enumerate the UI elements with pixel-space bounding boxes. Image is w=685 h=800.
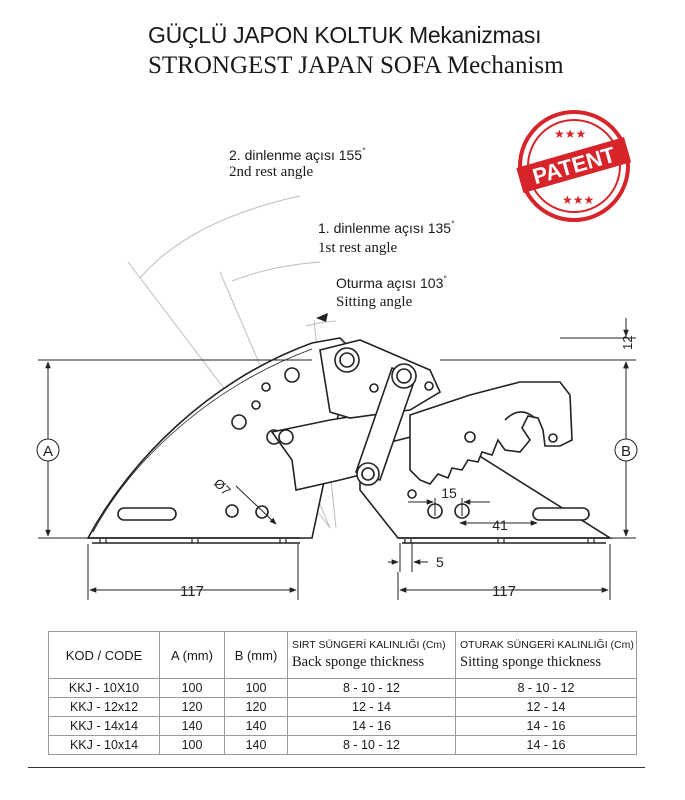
dim-5 [388,543,428,572]
dim-5-label: 5 [436,554,444,570]
dim-a-label: A [42,443,54,460]
bottom-divider [28,767,645,768]
rest2-en-label: 2nd rest angle [229,164,314,180]
rest1-en-label: 1st rest angle [318,240,398,256]
cell-b: 120 [225,698,288,717]
svg-text:★★★: ★★★ [554,127,587,141]
hole-dia-label: Ø7 [210,475,234,499]
col-a: A (mm) [160,632,225,679]
angle-labels [229,146,455,310]
cell-b: 140 [225,717,288,736]
table-row [49,717,637,736]
sit-angle-marker [316,313,328,322]
col-seat-en: Sitting sponge thickness [460,654,601,670]
table-header-row [49,632,637,679]
cell-seat: 12 - 14 [456,698,637,717]
table-row [49,679,637,698]
dim-12-label: 12 [620,335,635,350]
dim-right-width-label: 117 [492,583,516,600]
col-back [288,632,456,679]
cell-a: 100 [160,736,225,755]
dim-b-label: B [620,443,632,460]
title-turkish: GÜÇLÜ JAPON KOLTUK Mekanizması [148,22,542,48]
rest2-tr-label: 2. dinlenme açısı 155° [229,146,366,163]
stamp-text: PATENT [529,141,619,190]
cell-back: 14 - 16 [288,717,456,736]
sit-tr-label: Oturma açısı 103° [336,274,447,291]
patent-stamp [516,108,632,224]
cell-a: 120 [160,698,225,717]
table-row [49,736,637,755]
arc-rest2 [140,196,300,278]
col-seat-tr: OTURAK SÜNGERİ KALINLIĞI (Cm) [460,639,634,651]
col-back-en: Back sponge thickness [292,654,425,670]
sit-en-label: Sitting angle [336,294,413,310]
cell-back: 12 - 14 [288,698,456,717]
cell-back: 8 - 10 - 12 [288,679,456,698]
col-seat [456,632,637,679]
cell-back: 8 - 10 - 12 [288,736,456,755]
arc-rest1 [232,262,320,281]
col-code: KOD / CODE [49,632,160,679]
cell-code: KKJ - 10X10 [49,679,160,698]
cell-code: KKJ - 10x14 [49,736,160,755]
title-english: STRONGEST JAPAN SOFA Mechanism [148,52,564,79]
left-slot [118,508,176,520]
cell-seat: 14 - 16 [456,717,637,736]
rest1-tr-label: 1. dinlenme açısı 135° [318,219,455,236]
spec-table [48,631,637,755]
dim-15-label: 15 [441,485,457,501]
table-row [49,698,637,717]
cell-b: 140 [225,736,288,755]
cell-code: KKJ - 14x14 [49,717,160,736]
cell-a: 100 [160,679,225,698]
cell-code: KKJ - 12x12 [49,698,160,717]
arc-sit [306,321,336,326]
dim-left-width-label: 117 [180,583,204,600]
cell-b: 100 [225,679,288,698]
col-back-tr: SIRT SÜNGERİ KALINLIĞI (Cm) [292,639,446,651]
cell-a: 140 [160,717,225,736]
cell-seat: 8 - 10 - 12 [456,679,637,698]
col-b: B (mm) [225,632,288,679]
dim-41-label: 41 [492,517,508,533]
svg-text:★★★: ★★★ [562,193,595,207]
right-slot [533,508,589,520]
cell-seat: 14 - 16 [456,736,637,755]
